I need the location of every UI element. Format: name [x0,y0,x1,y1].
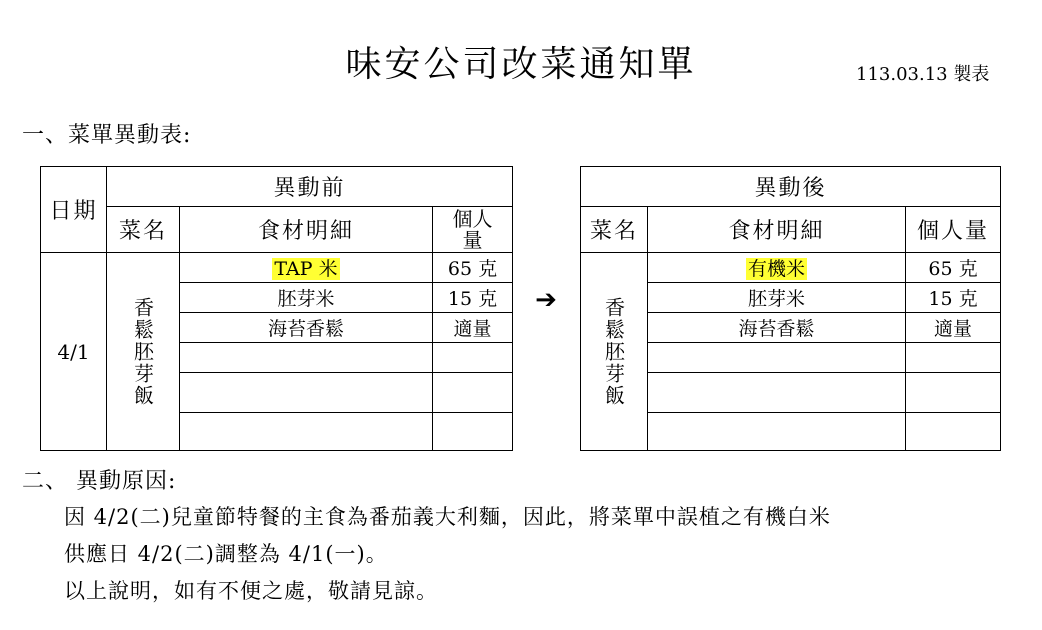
ingredient-cell [180,253,433,283]
reason-line-1: 因 4/2(二)兒童節特餐的主食為番茄義大利麵，因此，將菜單中誤植之有機白米 [64,505,831,529]
ingredients-header: 食材明細 [180,207,433,253]
dish-header: 菜名 [581,207,648,253]
date-header: 日期 [41,167,107,253]
dish-name: 香鬆胚芽飯 [601,296,626,407]
section1-heading: 一、菜單異動表: [22,123,192,148]
amount-cell [906,343,1001,373]
ingredient-cell [180,283,433,313]
dish-cell [581,253,648,451]
dish-name: 香鬆胚芽飯 [130,296,155,407]
ingredient-name: 海苔香鬆 [738,318,815,340]
amount-cell: 15 克 [906,283,1001,313]
amount-cell: 65 克 [433,253,513,283]
dish-header: 菜名 [107,207,180,253]
ingredient-name: 有機米 [747,258,805,280]
amount-cell [906,413,1001,451]
ingredient-cell [180,373,433,413]
ingredient-name: TAP 米 [274,258,338,280]
amount-cell [906,373,1001,413]
amount-header: 個人量 [906,207,1001,253]
amount-cell [433,373,513,413]
ingredients-header: 食材明細 [648,207,906,253]
amount-cell: 適量 [906,313,1001,343]
page-title: 味安公司改菜通知單 [345,44,697,85]
amount-cell: 65 克 [906,253,1001,283]
amount-cell: 15 克 [433,283,513,313]
amount-cell [433,343,513,373]
amount-cell: 適量 [433,313,513,343]
after-table [580,166,1001,451]
change-arrow-icon: ➔ [535,285,557,315]
ingredient-cell [180,313,433,343]
dish-cell [107,253,180,451]
section2-heading: 二、 異動原因: [22,469,177,494]
ingredient-cell [648,253,906,283]
reason-line-2: 供應日 4/2(二)調整為 4/1(一)。 [64,542,388,566]
amount-cell [433,413,513,451]
reason-line-3: 以上說明，如有不便之處，敬請見諒。 [64,579,438,603]
after-header: 異動後 [581,167,1001,207]
before-header: 異動前 [107,167,513,207]
date-cell: 4/1 [41,253,107,451]
ingredient-cell [648,283,906,313]
ingredient-cell [648,413,906,451]
ingredient-cell [180,343,433,373]
issue-date: 113.03.13 製表 [856,64,990,85]
ingredient-name: 海苔香鬆 [267,318,344,340]
ingredient-name: 胚芽米 [747,288,805,310]
amount-header-stacked: 個人 量 [433,207,513,253]
ingredient-cell [648,343,906,373]
ingredient-cell [180,413,433,451]
before-table [40,166,513,451]
ingredient-cell [648,373,906,413]
ingredient-cell [648,313,906,343]
ingredient-name: 胚芽米 [277,288,335,310]
